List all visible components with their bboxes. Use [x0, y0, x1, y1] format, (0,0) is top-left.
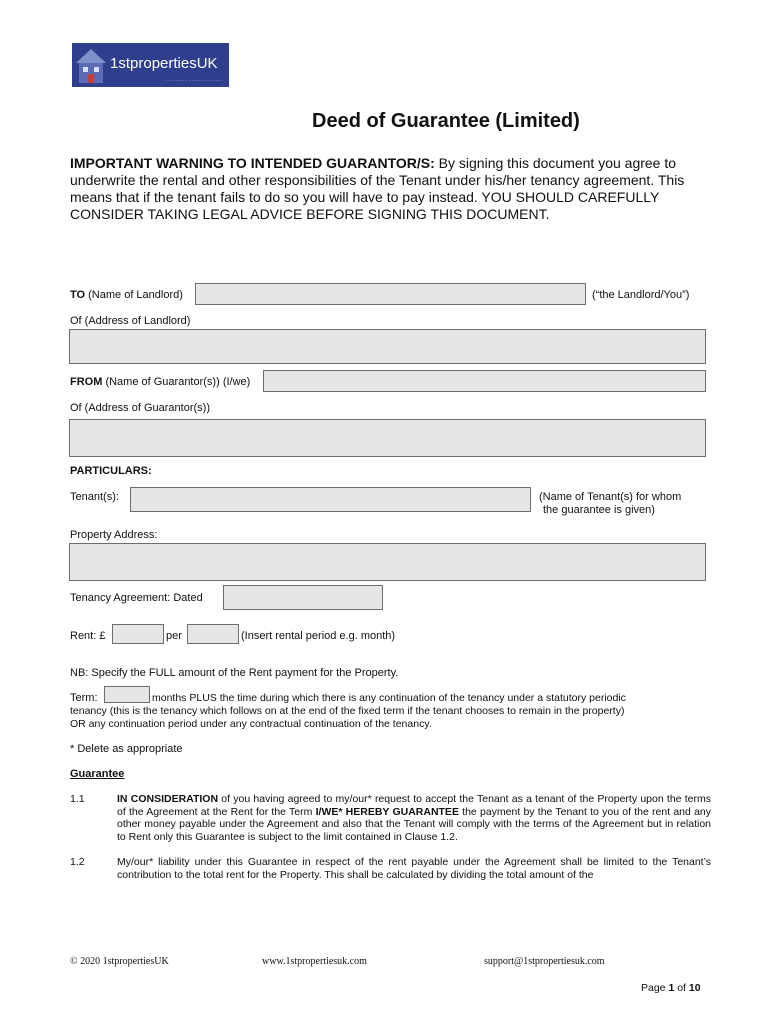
nb-note: NB: Specify the FULL amount of the Rent payment for the Property. — [70, 667, 399, 679]
tenants-field[interactable] — [130, 487, 531, 512]
rent-per-label: per — [166, 630, 182, 642]
rent-period-note: (Insert rental period e.g. month) — [241, 630, 396, 642]
clause-bold: IN CONSIDERATION — [117, 793, 219, 805]
tenants-note-line2: the guarantee is given) — [543, 504, 655, 516]
tenancy-date-field[interactable] — [223, 585, 383, 610]
guarantee-heading: Guarantee — [70, 768, 125, 780]
landlord-address-label: Of (Address of Landlord) — [70, 315, 191, 327]
tenants-label: Tenant(s): — [70, 491, 119, 503]
property-address-field[interactable] — [69, 543, 706, 581]
logo-tagline: ·············· ········ ·············· — [166, 78, 223, 83]
term-line2: tenancy (this is the tenancy which follows on at the end of the fixed term if the tenant chooses to remain in the property) — [70, 705, 625, 717]
property-address-label: Property Address: — [70, 529, 158, 541]
term-months-field[interactable] — [104, 686, 150, 703]
clause-number: 1.2 — [70, 856, 85, 868]
term-label: Term: — [70, 692, 98, 704]
clause-number: 1.1 — [70, 793, 85, 805]
tenancy-agreement-label: Tenancy Agreement: Dated — [70, 592, 203, 604]
clause-text: of you having agreed to my/our* request to accept the Tenant as a tenant of the Property upon the terms of the Agreement at the Rent for the Term — [117, 793, 711, 818]
to-label — [70, 289, 183, 302]
footer-copyright: © 2020 1stpropertiesUK — [70, 956, 169, 967]
guarantor-address-label: Of (Address of Guarantor(s)) — [70, 402, 210, 414]
warning-paragraph — [70, 155, 702, 223]
footer-email[interactable]: support@1stpropertiesuk.com — [484, 956, 605, 967]
rent-label: Rent: £ — [70, 630, 106, 642]
clause-1-2: My/our* liability under this Guarantee in respect of the rent payable under the Agreement shall be limited to the Tenant’s contribution to the total rent for the Property. This shall be calculated by dividing the total amount of the — [117, 856, 711, 881]
landlord-you-suffix: (“the Landlord/You”) — [592, 289, 690, 301]
footer-website[interactable]: www.1stpropertiesuk.com — [262, 956, 367, 967]
term-line3: OR any continuation period under any contractual continuation of the tenancy. — [70, 718, 432, 730]
from-label-bold: FROM — [70, 376, 103, 388]
page-of: of — [677, 982, 686, 994]
rent-period-field[interactable] — [187, 624, 239, 644]
page-prefix: Page — [641, 982, 666, 994]
landlord-address-field[interactable] — [69, 329, 706, 364]
warning-text: By signing this document you agree to underwrite the rental and other responsibilities of the Tenant under his/her tenancy agreement. This means that if the tenant fails to do so you will have to pay instead. YOU SHOULD CAREFULLY CONSIDER TAKING LEGAL ADVICE BEFORE SIGNING THIS DOCUMENT. — [70, 155, 685, 222]
logo-text: 1stpropertiesUK — [110, 55, 218, 72]
landlord-name-field[interactable] — [195, 283, 586, 305]
house-icon — [74, 45, 108, 85]
warning-heading: IMPORTANT WARNING TO INTENDED GUARANTOR/S: — [70, 155, 435, 171]
guarantor-name-field[interactable] — [263, 370, 706, 392]
clause-1-1 — [117, 793, 711, 843]
guarantor-address-field[interactable] — [69, 419, 706, 457]
to-label-bold: TO — [70, 289, 86, 301]
document-title: Deed of Guarantee (Limited) — [312, 110, 580, 132]
tenants-note-line1: (Name of Tenant(s) for whom — [539, 491, 682, 503]
particulars-heading: PARTICULARS: — [70, 465, 152, 477]
page-total: 10 — [688, 982, 701, 994]
from-label-text: (Name of Guarantor(s)) (I/we) — [105, 376, 251, 388]
rent-amount-field[interactable] — [112, 624, 164, 644]
term-line1: months PLUS the time during which there is any continuation of the tenancy under a statutory periodic — [152, 692, 626, 704]
from-label — [70, 376, 250, 389]
company-logo — [72, 43, 229, 87]
page-number — [641, 982, 701, 995]
page-current: 1 — [668, 982, 675, 994]
clause-text: the payment by the Tenant to you of the rent and any other money payable under the Agreement and also that the Tenant will comply with the terms of the Agreement but in relation to Rent only this Guarantee is subject to the limit contained in Clause 1.2. — [117, 805, 712, 843]
clause-bold: I/WE* HEREBY GUARANTEE — [315, 805, 459, 818]
delete-note: * Delete as appropriate — [70, 743, 183, 755]
to-label-text: (Name of Landlord) — [88, 289, 183, 301]
